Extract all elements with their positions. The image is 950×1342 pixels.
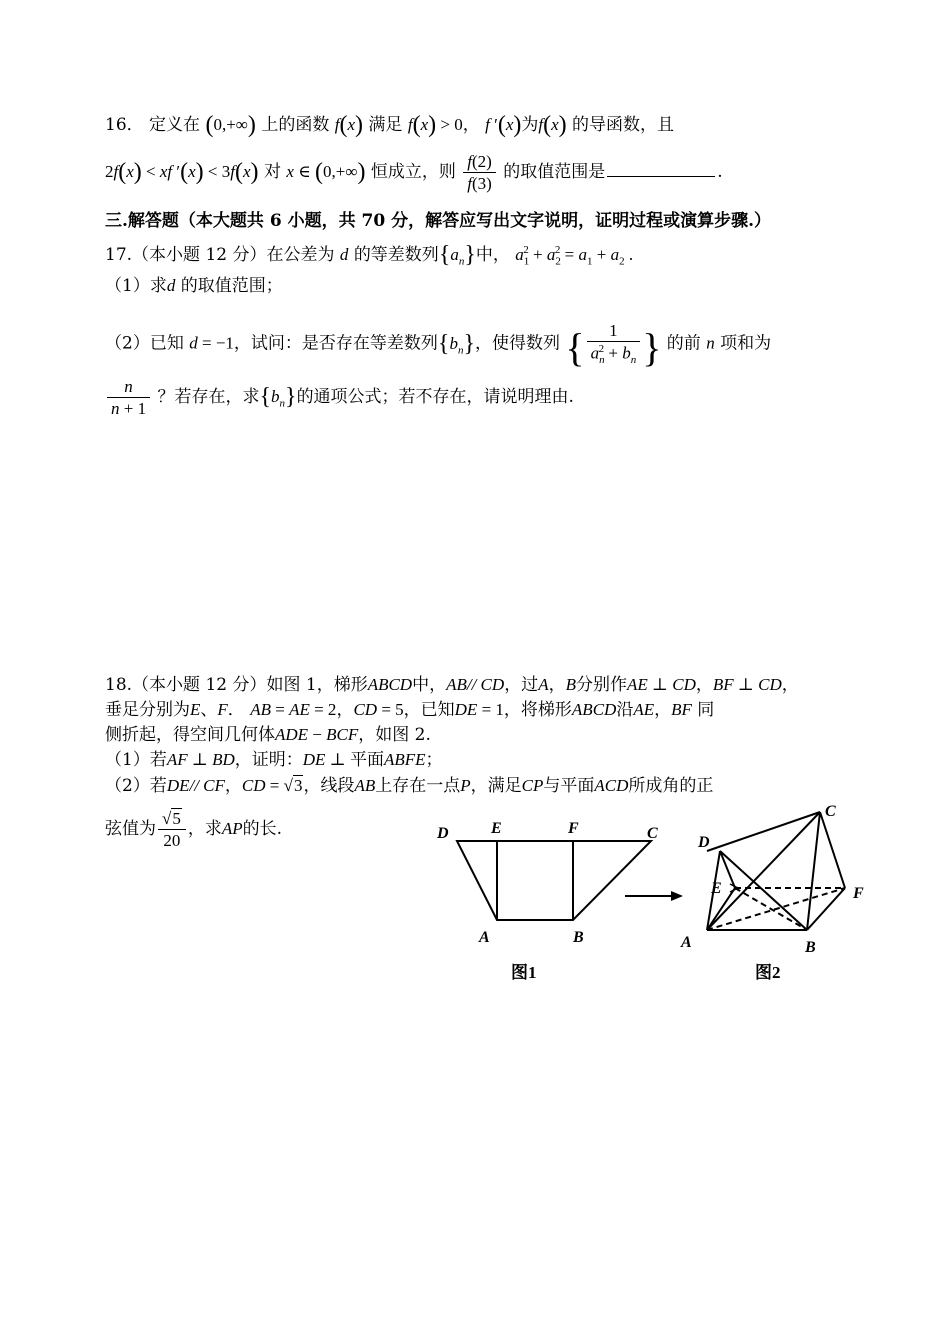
fig1-label-d: D [437, 825, 449, 842]
figure-1 [457, 841, 651, 920]
fig1-label-c: C [647, 825, 658, 842]
q17-part-2: （2）已知 d = −1，试问：是否存在等差数列$\{b_n\}$，使得数列 { $\frac{1}{a_n^2 + b_n}$ } 的前 n 项和为 [105, 321, 772, 370]
fig2-caption: 图2 [755, 963, 781, 982]
segment-eb-dashed [735, 888, 807, 930]
q17-sequence-fraction: $\frac{1}{a_n^2 + b_n}$ [587, 322, 641, 366]
q18-sine-fraction: $\frac{√5}{20}$ [158, 810, 186, 849]
q18-line-2: 垂足分别为E、F． AB = AE = 2，CD = 5，已知DE = 1，将梯形ABCD沿AE，BF 同 [105, 700, 715, 720]
fig2-label-b: B [805, 939, 816, 956]
q18-line-1: 18.（本小题 12 分）如图 1，梯形ABCD中，AB// CD，过A，B分别作AE ⊥ CD，BF ⊥ CD， [105, 675, 799, 695]
q18-line-6: 弦值为 $\frac{√5}{20}$ ，求AP的长. [105, 809, 283, 850]
q17-number: 17. [105, 245, 133, 265]
q16-number: 16． [105, 115, 144, 135]
q17-intro: 17.（本小题 12 分）在公差为 d 的等差数列$\{a_n\}$中， $a_1^2 + a_2^2 = a_1 + a_2$ . [105, 242, 634, 268]
segment-cb [807, 812, 820, 930]
q17-part-1: （1）求d 的取值范围； [105, 276, 283, 296]
q17-sum-fraction: $\frac{n}{n + 1}$ [107, 378, 150, 417]
figure-2 [707, 812, 845, 930]
q16-line-2: 2f(x) < xf ′(x) < 3f(x) 对 x ∈ (0,+∞) 恒成立，则 $\frac{f(2)}{f(3)}$ 的取值范围是 . [105, 152, 723, 193]
trapezoid-abcd [457, 841, 651, 920]
section-3-heading: 三.解答题（本大题共 6 小题，共 70 分，解答应写出文字说明，证明过程或演算步骤.） [105, 211, 771, 231]
q18-part-2: （2）若DE// CF，CD = √3，线段AB上存在一点P，满足CP与平面ACD所成角的正 [105, 776, 714, 796]
segment-dc [707, 812, 820, 851]
fig2-label-a: A [681, 934, 692, 951]
fig1-label-a: A [479, 929, 490, 946]
q16-line-1: 16． 定义在 (0,+∞) 上的函数 f(x) 满足 f(x) > 0， f ′(x)为f(x) 的导函数，且 [105, 112, 675, 138]
fig1-label-b: B [573, 929, 584, 946]
q18-part-1: （1）若AF ⊥ BD，证明：DE ⊥ 平面ABFE； [105, 750, 443, 770]
q18-line-3: 侧折起，得空间几何体ADE − BCF，如图 2. [105, 725, 431, 745]
q17-part-2-cont: $\frac{n}{n + 1}$ ？若存在，求$\{b_n\}$的通项公式；若不存在，请说明理由. [105, 378, 574, 417]
fig1-label-e: E [491, 820, 502, 837]
fig1-caption: 图1 [511, 963, 537, 982]
fig2-label-c: C [825, 803, 836, 820]
segment-cf [820, 812, 845, 888]
fig2-label-e: E [711, 880, 722, 897]
fig2-label-f: F [853, 885, 864, 902]
segment-ac [707, 812, 820, 930]
q16-answer-blank[interactable] [607, 162, 715, 177]
q16-fraction: $\frac{f(2)}{f(3)}$ [463, 153, 496, 192]
arrow-icon [625, 891, 683, 901]
fig2-label-d: D [698, 834, 710, 851]
q18-figures [425, 800, 885, 990]
fig1-label-f: F [568, 820, 579, 837]
